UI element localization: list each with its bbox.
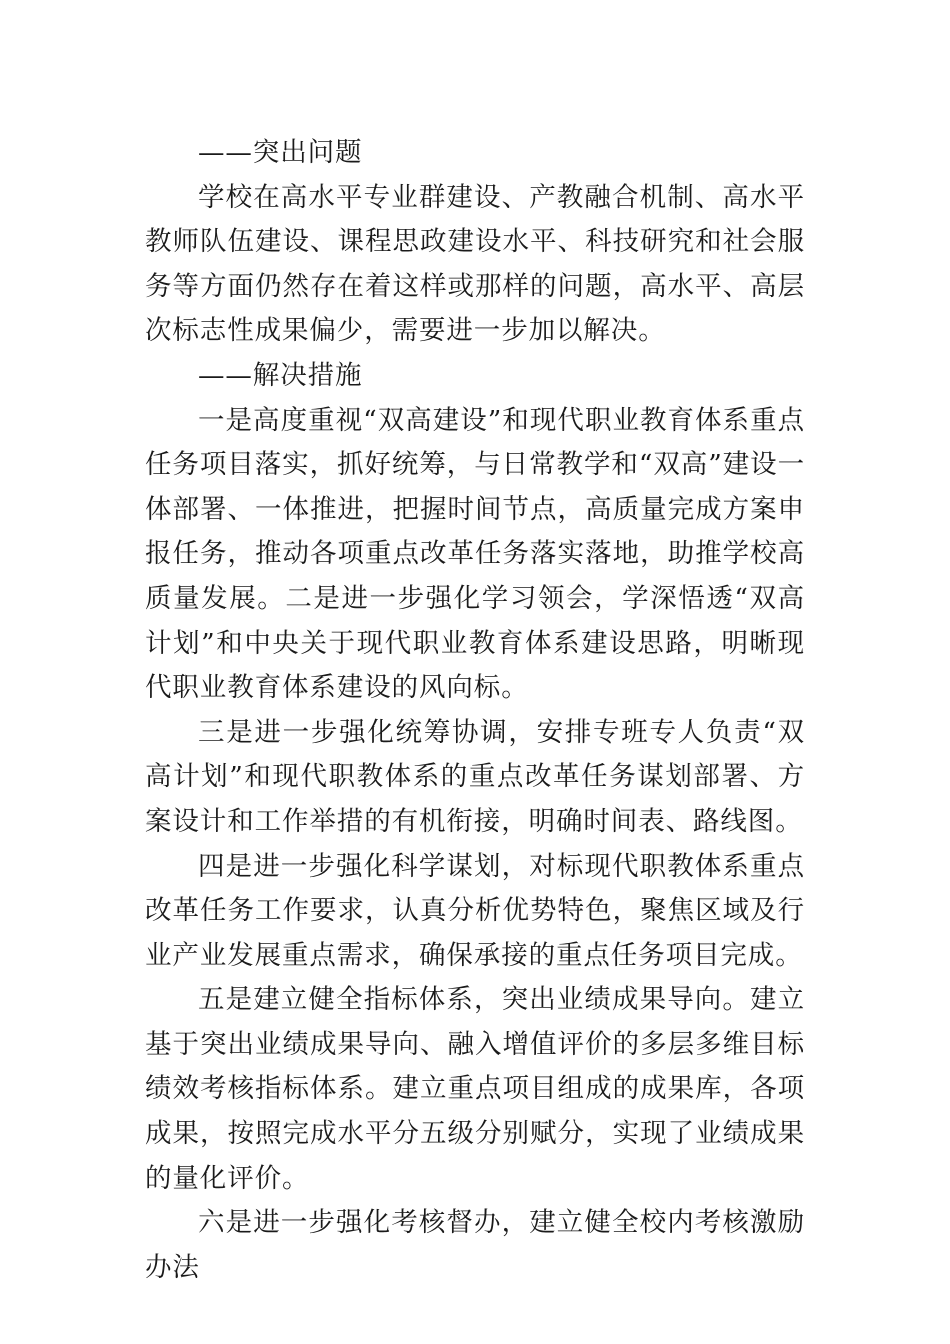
measure-paragraph-6: 六是进一步强化考核督办，建立健全校内考核激励办法 [145,1207,805,1283]
document-page [145,131,805,1290]
measure-paragraph-1: 一是高度重视“双高建设”和现代职业教育体系重点任务项目落实，抓好统筹，与日常教学和“双高”建设一体部署、一体推进，把握时间节点，高质量完成方案申报任务，推动各项重点改革任务落实落地，助推学校高质量发展。二是进一步强化学习领会，学深悟透“双高计划”和中央关于现代职业教育体系建设思路，明晰现代职业教育体系建设的风向标。 [145,404,805,704]
measure-paragraph-3: 三是进一步强化统筹协调，安排专班专人负责“双高计划”和现代职教体系的重点改革任务谋划部署、方案设计和工作举措的有机衔接，明确时间表、路线图。 [145,716,805,837]
problems-paragraph: 学校在高水平专业群建设、产教融合机制、高水平教师队伍建设、课程思政建设水平、科技研究和社会服务等方面仍然存在着这样或那样的问题，高水平、高层次标志性成果偏少，需要进一步加以解决。 [145,181,805,347]
measures-heading: ——解决措施 [198,359,363,391]
measure-paragraph-4: 四是进一步强化科学谋划，对标现代职教体系重点改革任务工作要求，认真分析优势特色，聚焦区域及行业产业发展重点需求，确保承接的重点任务项目完成。 [145,850,805,971]
measure-paragraph-5: 五是建立健全指标体系，突出业绩成果导向。建立基于突出业绩成果导向、融入增值评价的多层多维目标绩效考核指标体系。建立重点项目组成的成果库，各项成果，按照完成水平分五级分别赋分，实现了业绩成果的量化评价。 [145,984,805,1194]
problems-heading: ——突出问题 [198,137,363,168]
